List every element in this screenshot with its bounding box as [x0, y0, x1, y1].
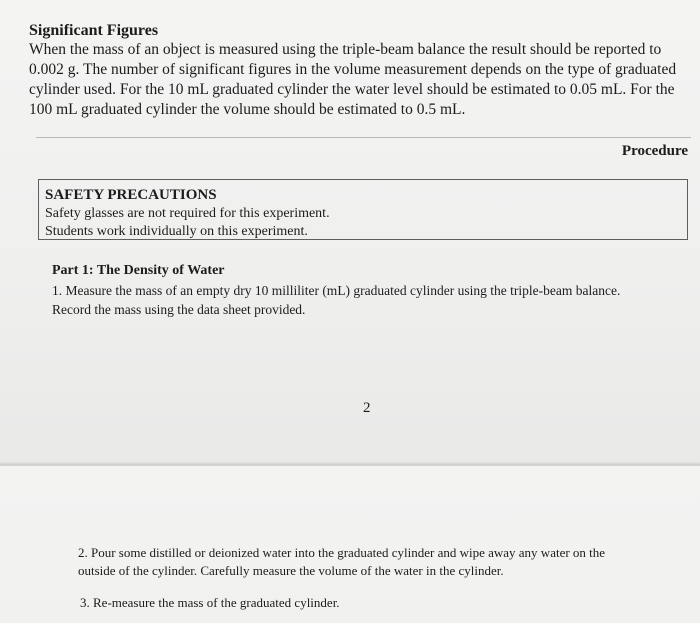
paragraph-line: 100 mL graduated cylinder the volume should be estimated to 0.5 mL.	[29, 101, 466, 118]
step-1	[52, 281, 682, 319]
safety-title: SAFETY PRECAUTIONS	[45, 187, 217, 203]
significant-figures-heading: Significant Figures	[29, 22, 159, 39]
step-line: 2. Pour some distilled or deionized water into the graduated cylinder and wipe away any water on the	[78, 545, 606, 560]
step-line: outside of the cylinder. Carefully measure the volume of the water in the cylinder.	[78, 563, 504, 578]
paragraph-line: cylinder used. For the 10 mL graduated cylinder the water level should be estimated to 0.05 mL. For the	[29, 81, 675, 98]
safety-line: Students work individually on this experiment.	[45, 224, 308, 239]
page-number: 2	[363, 400, 371, 416]
procedure-heading: Procedure	[621, 143, 688, 159]
step-line: 1. Measure the mass of an empty dry 10 milliliter (mL) graduated cylinder using the triple-beam balance.	[52, 283, 621, 298]
step-2	[78, 544, 678, 580]
step-line: Record the mass using the data sheet provided.	[52, 302, 306, 317]
paragraph-line: 0.002 g. The number of significant figures in the volume measurement depends on the type of graduated	[29, 61, 677, 78]
paragraph-line: When the mass of an object is measured using the triple-beam balance the result should be reported to	[29, 41, 662, 58]
safety-precautions-box	[38, 179, 688, 240]
section-divider	[36, 137, 691, 138]
step-3: 3. Re-measure the mass of the graduated cylinder.	[80, 595, 340, 610]
significant-figures-paragraph	[29, 40, 693, 120]
safety-line: Safety glasses are not required for this experiment.	[45, 206, 330, 221]
part1-heading: Part 1: The Density of Water	[52, 263, 225, 278]
